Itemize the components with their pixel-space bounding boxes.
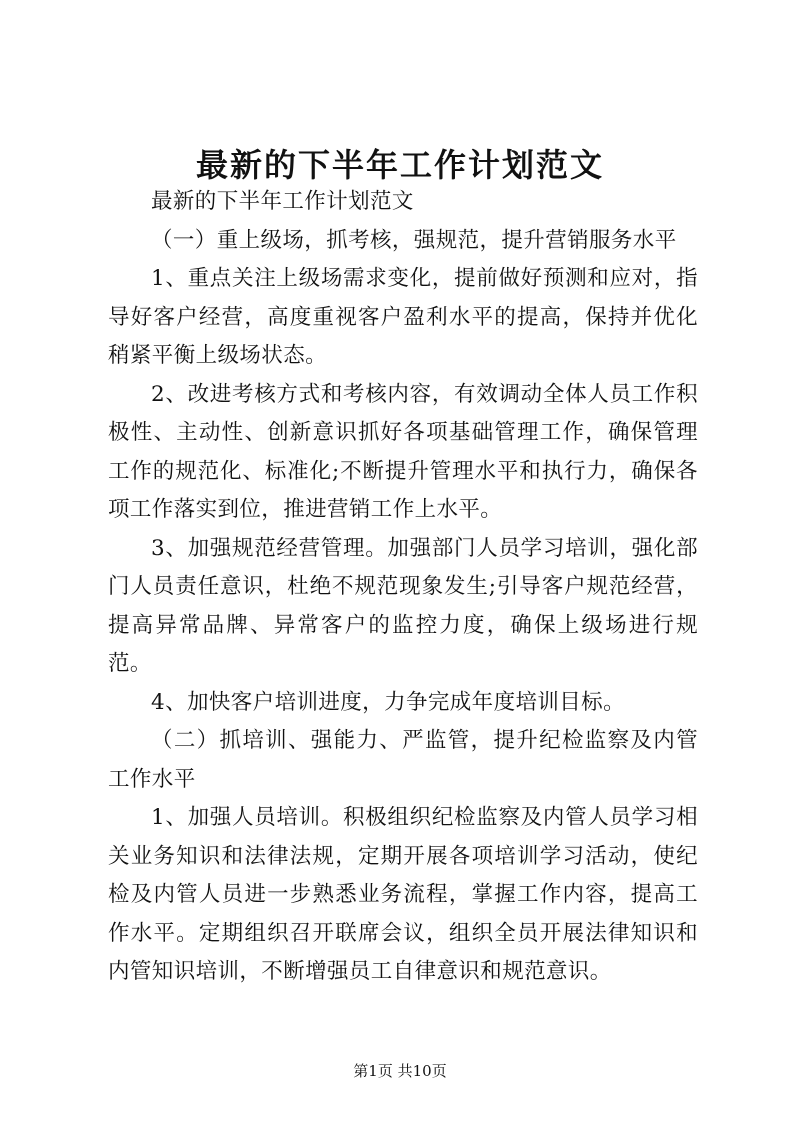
document-title: 最新的下半年工作计划范文 [195,146,604,184]
paragraph-item-2: 2、改进考核方式和考核内容，有效调动全体人员工作积极性、主动性、创新意识抓好各项基础管理工作，确保管理工作的规范化、标准化;不断提升管理水平和执行力，确保各项工作落实到位，推进营销工作上水平。 [108,381,698,522]
paragraph-section-1-heading: （一）重上级场，抓考核，强规范，提升营销服务水平 [151,227,677,253]
document-body [108,183,698,992]
paragraph-item-1: 1、重点关注上级场需求变化，提前做好预测和应对，指导好客户经营，高度重视客户盈利水平的提高，保持并优化稍紧平衡上级场状态。 [108,266,698,368]
paragraph-item-4: 4、加快客户培训进度，力争完成年度培训目标。 [151,689,625,715]
paragraph-section-2-heading: （二）抓培训、强能力、严监管，提升纪检监察及内管工作水平 [108,728,698,792]
page-footer: 第1页 共10页 [353,1062,447,1080]
paragraph-subtitle: 最新的下半年工作计划范文 [151,189,414,214]
paragraph-section-2-item-1: 1、加强人员培训。积极组织纪检监察及内管人员学习相关业务知识和法律法规，定期开展各项培训学习活动，使纪检及内管人员进一步熟悉业务流程，掌握工作内容，提高工作水平。定期组织召开联席会议，组织全员开展法律知识和内管知识培训，不断增强员工自律意识和规范意识。 [108,805,698,984]
paragraph-item-3: 3、加强规范经营管理。加强部门人员学习培训，强化部门人员责任意识，杜绝不规范现象发生;引导客户规范经营，提高异常品牌、异常客户的监控力度，确保上级场进行规范。 [108,535,698,676]
